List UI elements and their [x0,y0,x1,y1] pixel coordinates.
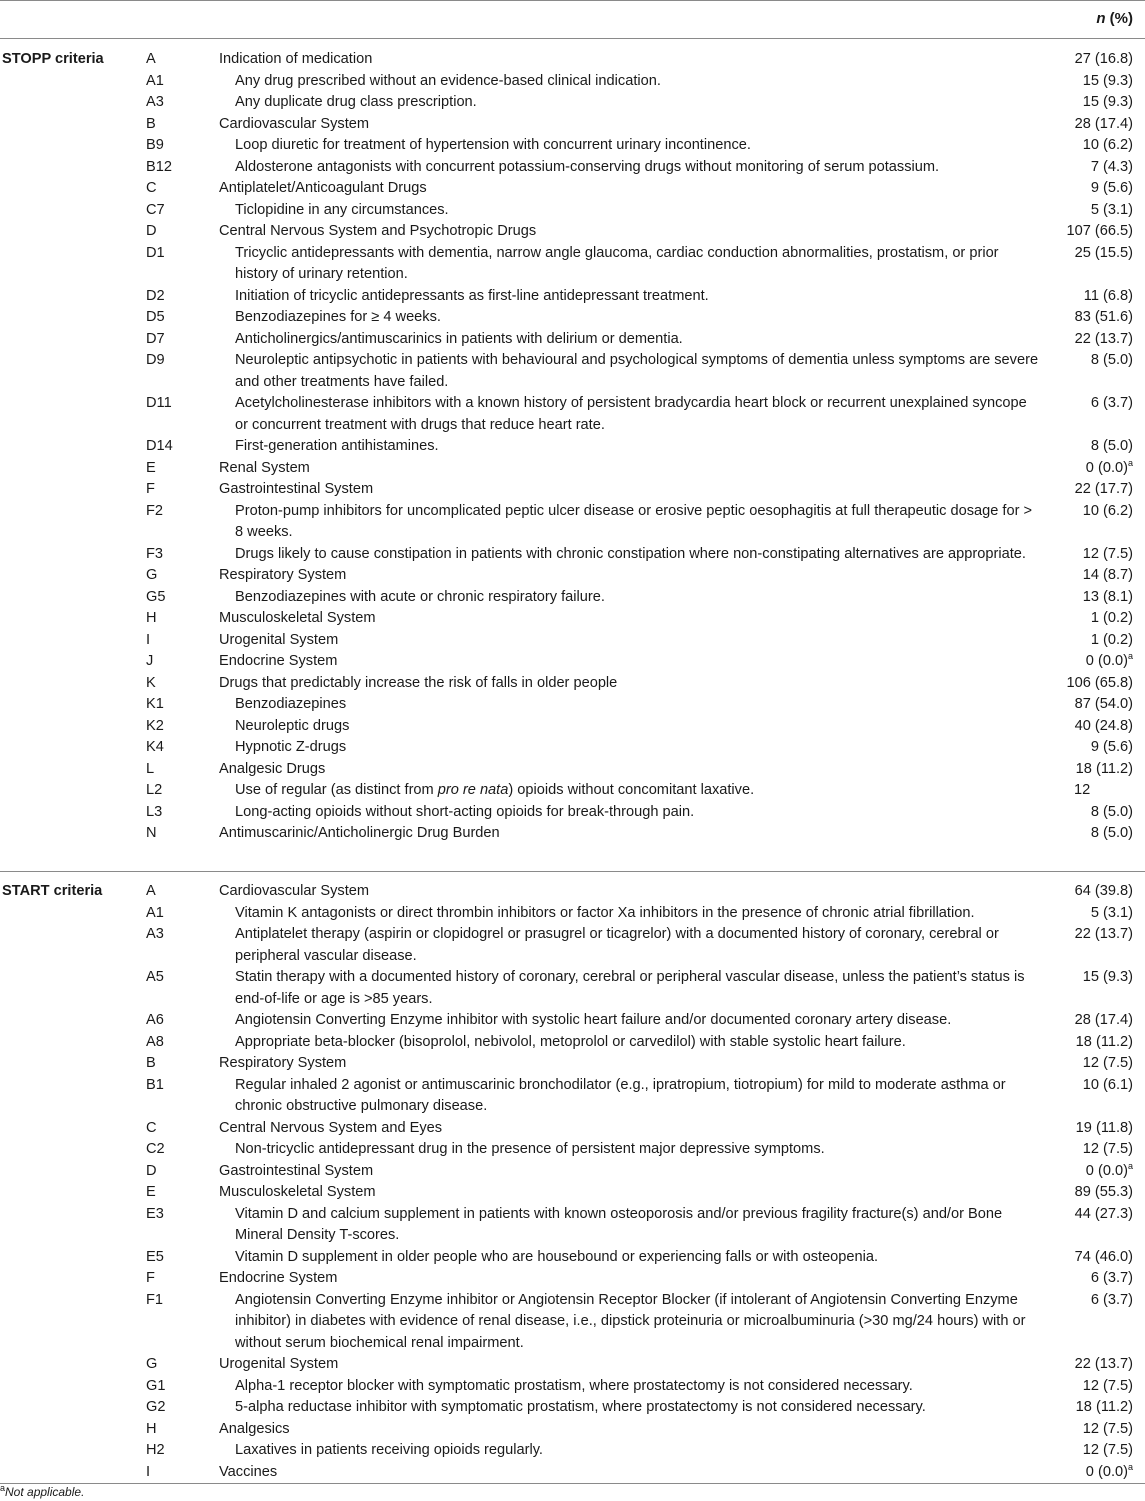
table-row [0,501,1145,544]
criterion-description: Proton-pump inhibitors for uncomplicated peptic ulcer disease or erosive peptic oesophagitis at full therapeutic dosage for > 8 weeks. [235,502,1033,540]
criterion-description: Ticlopidine in any circumstances. [235,201,449,218]
footnote-mark: a [0,1483,6,1493]
value-text: 14 (8.7) [1082,567,1133,583]
criterion-code: G [146,567,158,583]
table-row [0,178,1145,200]
criterion-description: Drugs that predictably increase the risk of falls in older people [219,674,618,691]
table-row [0,49,1145,71]
table-row [0,114,1145,136]
table-row [0,823,1145,845]
table-row [0,479,1145,501]
criterion-description: Benzodiazepines for ≥ 4 weeks. [235,309,441,325]
count-percent [1039,780,1145,802]
criterion-code: D14 [146,438,173,454]
criterion-code: K [146,674,156,691]
criterion-code: B9 [146,137,164,153]
table-row [0,1397,1145,1419]
criterion-description: Any duplicate drug class prescription. [235,94,477,110]
count-percent [1039,903,1145,925]
table-row [0,307,1145,329]
value-text: 40 (24.8) [1074,717,1133,734]
description-part: ) opioids without concomitant laxative. [508,782,755,798]
criterion-code: N [146,825,157,841]
count-percent [1039,967,1145,989]
value-text: 5 (3.1) [1090,201,1133,218]
criterion-description: Anticholinergics/antimuscarinics in patients with delirium or dementia. [235,330,683,347]
table-row [0,903,1145,925]
count-percent [1039,436,1145,458]
count-percent [1039,221,1145,243]
criterion-code: L2 [146,782,163,798]
criterion-description: Respiratory System [219,1055,347,1071]
header-rule [0,38,1145,39]
table-row [0,436,1145,458]
footnote-marker: a [1127,1160,1133,1171]
count-percent [1039,694,1145,716]
criterion-description: Angiotensin Converting Enzyme inhibitor with systolic heart failure and/or documented coronary artery disease. [235,1012,952,1028]
value-text: 107 (66.5) [1066,223,1133,239]
count-percent [1039,924,1145,946]
value-text: 8 (5.0) [1090,803,1133,820]
count-percent [1039,49,1145,71]
criterion-description: Laxatives in patients receiving opioids regularly. [235,1442,543,1458]
criterion-code: G1 [146,1377,166,1394]
table-row [0,393,1145,436]
criterion-description: Benzodiazepines [235,696,347,712]
count-percent [1039,1118,1145,1140]
value-text: 18 (11.2) [1075,760,1133,777]
criterion-code: I [146,1463,151,1480]
table-row [0,1118,1145,1140]
value-text: 12 (7.5) [1082,1442,1133,1458]
count-percent [1039,307,1145,329]
value-text: 18 (11.2) [1075,1399,1133,1415]
criterion-code: A3 [146,926,164,942]
value-text: 0 (0.0) [1085,1463,1128,1480]
table-row [0,1354,1145,1376]
stopp-section [0,49,1145,845]
criterion-code: A1 [146,72,164,89]
table-row [0,673,1145,695]
count-percent [1039,479,1145,501]
value-text: 0 (0.0) [1085,459,1128,476]
criterion-code: F3 [146,545,164,562]
table-row [0,1139,1145,1161]
criterion-code: D5 [146,309,165,325]
count-percent [1039,200,1145,222]
count-percent [1039,651,1145,673]
criterion-code: E3 [146,1205,164,1222]
value-text: 25 (15.5) [1074,244,1133,261]
criterion-code: G [146,1356,158,1372]
value-text: 22 (17.7) [1074,481,1133,497]
criterion-description: Aldosterone antagonists with concurrent potassium-conserving drugs without monitoring of serum potassium. [235,158,940,175]
criterion-code: A [146,51,156,67]
table-row [0,1075,1145,1118]
count-percent [1039,1204,1145,1226]
criterion-description: Neuroleptic antipsychotic in patients with behavioural and psychological symptoms of dementia unless symptoms are severe and other treatments have failed. [235,352,1039,390]
table-row [0,780,1145,802]
criterion-description: Central Nervous System and Eyes [219,1119,443,1136]
criterion-code: F [146,1270,155,1286]
table-row [0,71,1145,93]
value-text: 9 (5.6) [1090,180,1133,196]
value-text: 13 (8.1) [1082,588,1133,605]
count-percent [1039,737,1145,759]
criterion-description: Urogenital System [219,1356,339,1372]
table-row [0,737,1145,759]
count-percent [1039,135,1145,157]
count-percent [1039,1139,1145,1161]
value-text: 12 (7.5) [1082,1055,1133,1071]
table-row [0,544,1145,566]
criterion-code: A [146,883,156,899]
count-percent [1039,1075,1145,1097]
count-percent [1039,1247,1145,1269]
table-row [0,716,1145,738]
table-row [0,135,1145,157]
criterion-code: E [146,459,156,476]
value-text: 12 (7.5) [1082,1420,1133,1437]
criterion-description [219,780,1039,802]
value-text: 11 (6.8) [1083,287,1133,304]
value-text: 12 (7.5) [1082,545,1133,562]
count-percent [1039,608,1145,630]
count-percent [1039,393,1145,415]
table-row [0,881,1145,903]
criterion-description: Respiratory System [219,567,347,583]
criterion-code: C7 [146,201,165,218]
table-row [0,587,1145,609]
criterion-code: K4 [146,739,164,755]
value-text: 15 (9.3) [1082,969,1133,985]
criterion-code: L [146,760,155,777]
value-text: 28 (17.4) [1074,115,1133,132]
value-text: 83 (51.6) [1074,309,1133,325]
value-text: 74 (46.0) [1074,1248,1133,1265]
count-percent [1039,1462,1145,1484]
count-percent [1039,823,1145,845]
value-text: 18 (11.2) [1075,1033,1133,1050]
criterion-code: A6 [146,1012,164,1028]
criterion-description: Acetylcholinesterase inhibitors with a known history of persistent bradycardia heart block or recurrent unexplained syncope or concurrent treatment with drugs that reduce heart rate. [235,395,1027,433]
value-text: 15 (9.3) [1082,72,1133,89]
header-pct: (%) [1105,10,1133,27]
criterion-description: Appropriate beta-blocker (bisoprolol, nebivolol, metoprolol or carvedilol) with stable systolic heart failure. [235,1033,906,1050]
value-text: 10 (6.2) [1082,502,1133,519]
criterion-description: Endocrine System [219,653,338,669]
count-percent [1039,1053,1145,1075]
value-text: 12 [1074,782,1091,798]
table-row [0,458,1145,480]
count-percent [1039,329,1145,351]
table-row [0,1204,1145,1247]
bottom-rule [0,1483,1145,1484]
table-row [0,608,1145,630]
criterion-description: Antimuscarinic/Anticholinergic Drug Burden [219,825,500,841]
criterion-description: Vitamin K antagonists or direct thrombin inhibitors or factor Xa inhibitors in the presence of chronic atrial fibrillation. [235,904,975,921]
value-text: 27 (16.8) [1074,51,1133,67]
value-text: 0 (0.0) [1085,1162,1128,1179]
criterion-code: D11 [146,395,172,411]
criterion-code: B1 [146,1076,164,1093]
value-text: 22 (13.7) [1074,926,1133,942]
criterion-description: Vaccines [219,1463,278,1480]
table-row [0,967,1145,1010]
count-percent [1039,673,1145,695]
criterion-code: B12 [146,158,172,175]
table-row [0,1182,1145,1204]
criterion-description: Loop diuretic for treatment of hypertension with concurrent urinary incontinence. [235,137,751,153]
footnote-text: Not applicable. [5,1485,85,1499]
count-percent [1039,178,1145,200]
criterion-code: A5 [146,969,164,985]
table-row [0,1032,1145,1054]
criterion-code: D7 [146,330,165,347]
criterion-code: D1 [146,244,165,261]
table-row [0,200,1145,222]
footnote-marker: a [1127,651,1133,662]
criterion-code: C2 [146,1141,165,1157]
count-percent [1039,1376,1145,1398]
table-row [0,286,1145,308]
value-text: 10 (6.1) [1082,1076,1133,1093]
count-percent [1039,544,1145,566]
criterion-code: J [146,653,154,669]
footnote-marker: a [1127,1461,1133,1472]
criterion-code: B [146,115,156,132]
criterion-description: Central Nervous System and Psychotropic Drugs [219,223,537,239]
criterion-code: A8 [146,1033,164,1050]
criterion-description: Vitamin D and calcium supplement in patients with known osteoporosis and/or previous fragility fracture(s) and/or Bone Mineral Density T-scores. [235,1205,1003,1243]
criterion-description: Gastrointestinal System [219,1162,374,1179]
count-percent [1039,587,1145,609]
table-row [0,1247,1145,1269]
count-percent [1039,1419,1145,1441]
criterion-code: A1 [146,904,164,921]
value-text: 64 (39.8) [1074,883,1133,899]
criterion-description: Indication of medication [219,51,373,67]
count-percent [1039,1010,1145,1032]
value-text: 22 (13.7) [1074,1356,1133,1372]
criterion-code: F [146,481,155,497]
count-percent [1039,92,1145,114]
value-text: 89 (55.3) [1074,1184,1133,1200]
value-text: 7 (4.3) [1090,158,1133,175]
criterion-description: Any drug prescribed without an evidence-based clinical indication. [235,72,661,89]
table-row [0,1376,1145,1398]
criterion-description: Initiation of tricyclic antidepressants as first-line antidepressant treatment. [235,287,709,304]
value-text: 9 (5.6) [1090,739,1133,755]
criterion-description: Musculoskeletal System [219,1184,376,1200]
value-text: 8 (5.0) [1090,438,1133,454]
value-text: 10 (6.2) [1082,137,1133,153]
criterion-description: Antiplatelet therapy (aspirin or clopidogrel or prasugrel or ticagrelor) with a documented history of coronary, cerebral or peripheral vascular disease. [235,926,999,964]
criterion-code: F2 [146,502,164,519]
criterion-description: 5-alpha reductase inhibitor with symptomatic prostatism, where prostatectomy is not considered necessary. [235,1399,926,1415]
criterion-description: First-generation antihistamines. [235,438,439,454]
criterion-description: Cardiovascular System [219,115,370,132]
section-rule [0,871,1145,872]
count-percent [1039,1161,1145,1183]
criterion-description: Drugs likely to cause constipation in patients with chronic constipation where non-constipating alternatives are appropriate. [235,545,1026,562]
criterion-description: Cardiovascular System [219,883,370,899]
criterion-code: D2 [146,287,165,304]
count-percent [1039,243,1145,265]
count-percent [1039,286,1145,308]
table-row [0,329,1145,351]
count-percent [1039,1182,1145,1204]
count-percent [1039,759,1145,781]
value-text: 8 (5.0) [1090,825,1133,841]
value-text: 12 (7.5) [1082,1377,1133,1394]
criterion-code: F1 [146,1291,164,1308]
table-row [0,1161,1145,1183]
value-text: 6 (3.7) [1090,1270,1133,1286]
criterion-code: A3 [146,94,164,110]
value-text: 0 (0.0) [1085,653,1128,669]
table-row [0,221,1145,243]
criterion-description: Long-acting opioids without short-acting opioids for break-through pain. [235,803,695,820]
criterion-description: Antiplatelet/Anticoagulant Drugs [219,180,427,196]
table-row [0,1290,1145,1355]
criterion-code: G5 [146,588,166,605]
count-percent [1039,1268,1145,1290]
criterion-code: H [146,1420,157,1437]
count-percent [1039,1290,1145,1312]
criterion-description: Gastrointestinal System [219,481,374,497]
table-row [0,1462,1145,1484]
table-row [0,243,1145,286]
count-percent [1039,716,1145,738]
count-percent [1039,1397,1145,1419]
table-row [0,1419,1145,1441]
count-percent [1039,71,1145,93]
criterion-description: Tricyclic antidepressants with dementia, narrow angle glaucoma, cardiac conduction abnormalities, prostatism, or prior history of urinary retention. [235,244,999,282]
column-header-n-percent [1096,10,1133,27]
criterion-description: Regular inhaled 2 agonist or antimuscarinic bronchodilator (e.g., ipratropium, tiotropium) for mild to moderate asthma or chronic obstructive pulmonary disease. [235,1076,1006,1114]
table-row [0,350,1145,393]
table-row [0,694,1145,716]
criterion-code: C [146,180,157,196]
criterion-code: H [146,610,157,626]
value-text: 6 (3.7) [1090,1291,1133,1308]
criterion-code: B [146,1055,156,1071]
criterion-code: E5 [146,1248,164,1265]
criterion-description: Vitamin D supplement in older people who are housebound or experiencing falls or with osteopenia. [235,1248,879,1265]
count-percent [1039,802,1145,824]
table-row [0,651,1145,673]
criterion-code: I [146,631,151,648]
value-text: 8 (5.0) [1090,352,1133,368]
criterion-description: Statin therapy with a documented history of coronary, cerebral or peripheral vascular disease, unless the patient’s status is end-of-life or age is >85 years. [235,969,1025,1007]
value-text: 6 (3.7) [1090,395,1133,411]
table-row [0,802,1145,824]
criterion-code: K1 [146,696,164,712]
top-rule [0,0,1145,1]
count-percent [1039,458,1145,480]
section-title: STOPP criteria [2,51,104,67]
count-percent [1039,350,1145,372]
criterion-description: Non-tricyclic antidepressant drug in the presence of persistent major depressive symptoms. [235,1141,825,1157]
criterion-description: Angiotensin Converting Enzyme inhibitor or Angiotensin Receptor Blocker (if intolerant of Angiotensin Converting Enzyme inhibitor) in diabetes with evidence of renal disease, i.e., dipstick proteinuria or microalbuminuria (>30 mg/24 hours) with or without serum biochemical renal impairment. [235,1291,1026,1351]
value-text: 5 (3.1) [1090,904,1133,921]
criterion-code: C [146,1119,157,1136]
criterion-description: Analgesic Drugs [219,760,326,777]
table-row [0,1440,1145,1462]
value-text: 44 (27.3) [1074,1205,1133,1222]
description-part: Use of regular (as distinct from [235,782,438,798]
table-row [0,1268,1145,1290]
criterion-code: D [146,223,157,239]
value-text: 87 (54.0) [1074,696,1133,712]
criterion-code: G2 [146,1399,166,1415]
footnote-marker: a [1127,457,1133,468]
criterion-code: D9 [146,352,165,368]
table-row [0,759,1145,781]
count-percent [1039,114,1145,136]
footnote [0,1485,84,1499]
criterion-description: Neuroleptic drugs [235,717,350,734]
start-section [0,881,1145,1483]
criterion-description: Musculoskeletal System [219,610,376,626]
criterion-code: L3 [146,803,163,820]
value-text: 15 (9.3) [1082,94,1133,110]
criterion-code: E [146,1184,156,1200]
value-text: 1 (0.2) [1090,610,1133,626]
value-text: 106 (65.8) [1066,674,1133,691]
table-row [0,1010,1145,1032]
count-percent [1039,501,1145,523]
criterion-code: H2 [146,1442,165,1458]
criterion-description: Urogenital System [219,631,339,648]
header-n: n [1096,10,1106,27]
criterion-description: Benzodiazepines with acute or chronic respiratory failure. [235,588,605,605]
description-italic: pro re nata [437,782,509,798]
value-text: 28 (17.4) [1074,1012,1133,1028]
table-row [0,565,1145,587]
value-text: 12 (7.5) [1082,1141,1133,1157]
table-row [0,924,1145,967]
value-text: 22 (13.7) [1074,330,1133,347]
count-percent [1039,1440,1145,1462]
count-percent [1039,630,1145,652]
count-percent [1039,1032,1145,1054]
count-percent [1039,1354,1145,1376]
table-row [0,1053,1145,1075]
table-row [0,630,1145,652]
count-percent [1039,565,1145,587]
criterion-code: K2 [146,717,164,734]
count-percent [1039,881,1145,903]
table-row [0,92,1145,114]
criterion-description: Hypnotic Z-drugs [235,739,347,755]
value-text: 19 (11.8) [1075,1119,1133,1136]
criterion-description: Alpha-1 receptor blocker with symptomatic prostatism, where prostatectomy is not considered necessary. [235,1377,913,1394]
value-text: 1 (0.2) [1090,631,1133,648]
section-title: START criteria [2,883,103,899]
criterion-code: D [146,1162,157,1179]
count-percent [1039,157,1145,179]
criterion-description: Analgesics [219,1420,290,1437]
criterion-description: Renal System [219,459,310,476]
table-row [0,157,1145,179]
criterion-description: Endocrine System [219,1270,338,1286]
